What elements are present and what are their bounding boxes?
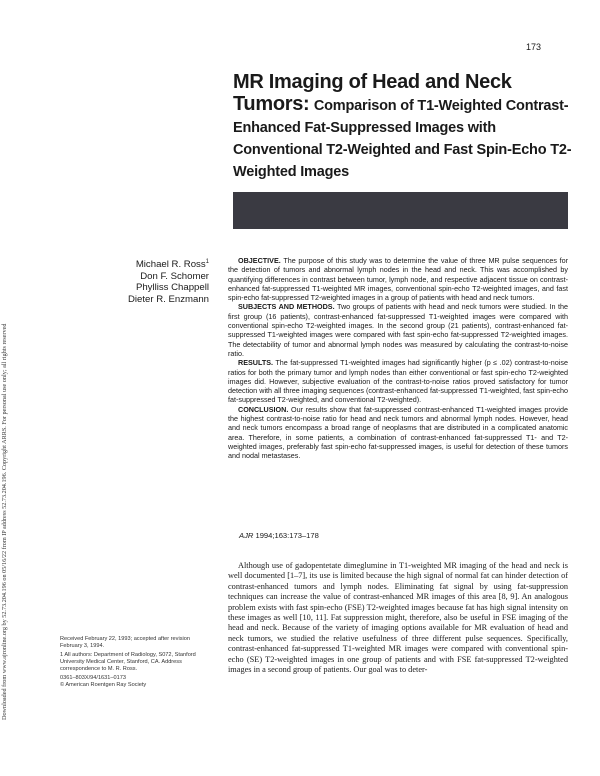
author: Michael R. Ross$^1$ <box>135 259 209 271</box>
title-banner-bar <box>233 192 568 229</box>
abstract-conclusion: CONCLUSION. Our results show that fat-suppressed contrast-enhanced T1-weighted images provide the highest contrast-to-noise ratio for head and neck tumors and abnormal lymph nodes. However, head and neck tumors encompass a broad range of neoplasms that are distributed in a complicated anatomic area. Therefore, in some patients, a combination of contrast-enhanced fat-suppressed T1- and T2-weighted images, preferably fast spin-echo fat-suppressed images, is useful for detection of these tumors and nodal metastases. <box>228 404 569 461</box>
body-paragraph: Although use of gadopentetate dimeglumine in T1-weighted MR imaging of the head and neck is well documented [1–7], its use is limited because the high signal of normal fat can hinder detection of contrast-enhanced tumors and lymph nodes. Eliminating fat signal by using fat-suppression techniques can increase the value of contrast-enhanced MR images of this area [8, 9]. An analogous problem exists with fast spin-echo (FSE) T2-weighted images because fat has high signal intensity on these images as well [10, 11]. Fat suppression might, therefore, also be useful in FSE imaging of the head and neck. Because of the variety of imaging options available for MR evaluation of head and neck tumors, we studied the relative usefulness of three different pulse sequences. Specifically, contrast-enhanced fat-suppressed T1-weighted MR images were compared with conventional spin-echo (SE) T2-weighted images in one group of patients and with FSE fat-suppressed T2-weighted images in a second group of patients. Our goal was to deter- <box>228 561 568 675</box>
author: Don F. Schomer <box>140 270 209 282</box>
citation-details: 1994;163:173–178 <box>255 531 319 540</box>
abstract-methods: SUBJECTS AND METHODS. Two groups of patients with head and neck tumors were studied. In the first group (16 patients), contrast-enhanced fat-suppressed T1-weighted images were compared with conventional spin-echo T2-weighted images. In the second group (21 patients), contrast-enhanced fat-suppressed T1-weighted images were compared with fast spin-echo fat-suppressed T2-weighted images. The detectability of tumor and abnormal lymph nodes was measured by calculating the contrast-to-noise ratio. <box>228 302 568 358</box>
download-notice-text: Downloaded from www.ajronline.org by 52.73.204.196 on 05/16/22 from IP address 52.73.204.196. Copyright ARRS. For personal use only; all rights reserved <box>1 323 8 720</box>
footnote-received: Received February 22, 1993; accepted after revision February 3, 1994. <box>60 636 190 649</box>
author: Dieter R. Enzmann <box>127 293 209 305</box>
footnote-society: © American Roentgen Ray Society <box>60 682 147 688</box>
title-subtitle: Comparison of T1-Weighted Contrast-Enhanced Fat-Suppressed Images with Conventional T2-Weighted and Fast Spin-Echo T2-Weighted Images <box>233 98 572 180</box>
footnote <box>60 636 210 691</box>
article-title <box>233 72 573 183</box>
journal-citation <box>239 531 319 540</box>
abstract-results: RESULTS. The fat-suppressed T1-weighted images had significantly higher (p ≤ .02) contrast-to-noise ratios for both the primary tumor and lymph nodes than either conventional or fast spin-echo T2-weighted images did. However, subjective evaluation of the contrast-to-noise ratios proved satisfactory for tumor detection with all three imaging sequences (contrast-enhanced fat-suppressed T1-weighted, fast spin-echo fat-suppressed T2-weighted, and conventional T2-weighted). <box>228 358 568 405</box>
abstract <box>228 256 568 461</box>
title-main: MR Imaging of Head and Neck Tumors: <box>233 71 512 115</box>
download-notice <box>1 120 13 720</box>
journal-name: AJR <box>239 531 254 540</box>
author: Phylliss Chappell <box>135 282 209 294</box>
page-number: 173 <box>526 42 542 52</box>
author-list <box>60 257 209 306</box>
abstract-objective: OBJECTIVE. The purpose of this study was to determine the value of three MR pulse sequences for the detection of tumors and abnormal lymph nodes in the head and neck. This was accomplished by quantifying differences in contrast between tumor, lymph node, and respective adjacent tissue on contrast-enhanced fat-suppressed T1-weighted MR images, conventional spin-echo T2-weighted images, and fast spin-echo fat-suppressed T2-weighted images in a group of patients with head and neck tumors. <box>228 256 568 303</box>
footnote-affiliation: 1 All authors: Department of Radiology, S072, Stanford University Medical Center, Stanford, CA. Address correspondence to M. R. Ross. <box>60 652 196 672</box>
footnote-issn: 0361–803X/94/1631–0173 <box>60 675 126 681</box>
body-text <box>228 561 568 675</box>
